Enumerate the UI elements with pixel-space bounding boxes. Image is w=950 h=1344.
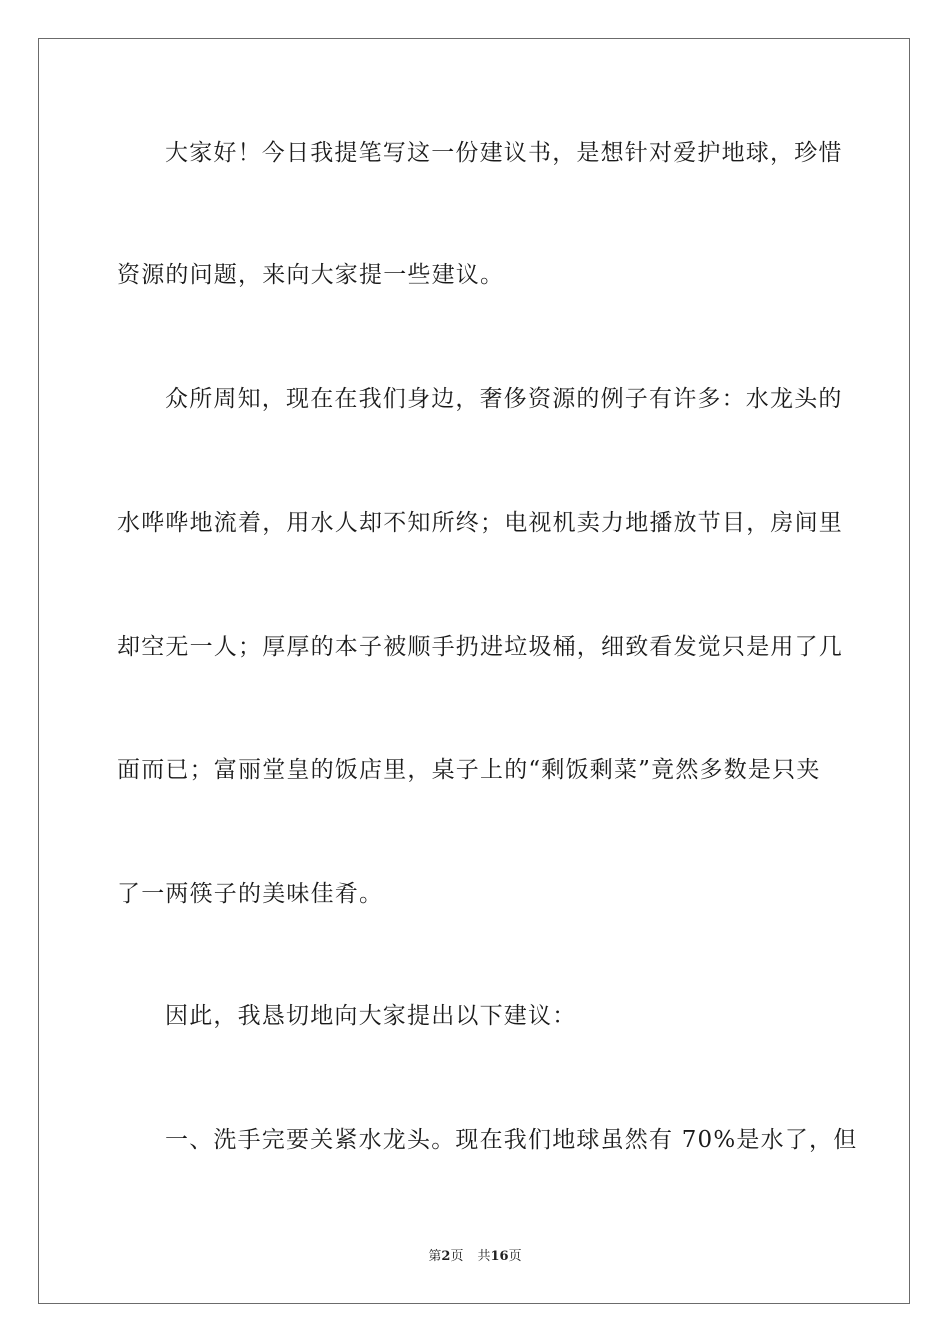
paragraph-2-line-4: 面而已；富丽堂皇的饭店里，桌子上的“剩饭剩菜”竟然多数是只夹 <box>117 757 821 783</box>
footer-page-suffix: 页 <box>450 1249 464 1264</box>
footer-total-suffix: 页 <box>508 1249 522 1264</box>
footer-page-prefix: 第 <box>428 1249 442 1264</box>
paragraph-4-line-1: 一、洗手完要关紧水龙头。现在我们地球虽然有 70%是水了，但 <box>165 1127 858 1153</box>
paragraph-2-line-5: 了一两筷子的美味佳肴。 <box>117 881 384 907</box>
footer-total-prefix: 共 <box>477 1249 491 1264</box>
paragraph-2-line-3: 却空无一人；厚厚的本子被顺手扔进垃圾桶，细致看发觉只是用了几 <box>117 634 843 660</box>
footer-page-total: 16 <box>490 1249 509 1264</box>
paragraph-1-line-1: 大家好！今日我提笔写这一份建议书，是想针对爱护地球，珍惜 <box>165 140 843 166</box>
paragraph-3-line-1: 因此，我恳切地向大家提出以下建议： <box>165 1003 577 1029</box>
footer-page-current: 2 <box>441 1249 451 1264</box>
paragraph-1-line-2: 资源的问题，来向大家提一些建议。 <box>117 262 505 288</box>
paragraph-2-line-2: 水哗哗地流着，用水人却不知所终；电视机卖力地播放节目，房间里 <box>117 510 843 536</box>
paragraph-2-line-1: 众所周知，现在在我们身边，奢侈资源的例子有许多：水龙头的 <box>165 386 843 412</box>
page-footer <box>0 1248 950 1266</box>
page-border <box>38 38 910 1304</box>
